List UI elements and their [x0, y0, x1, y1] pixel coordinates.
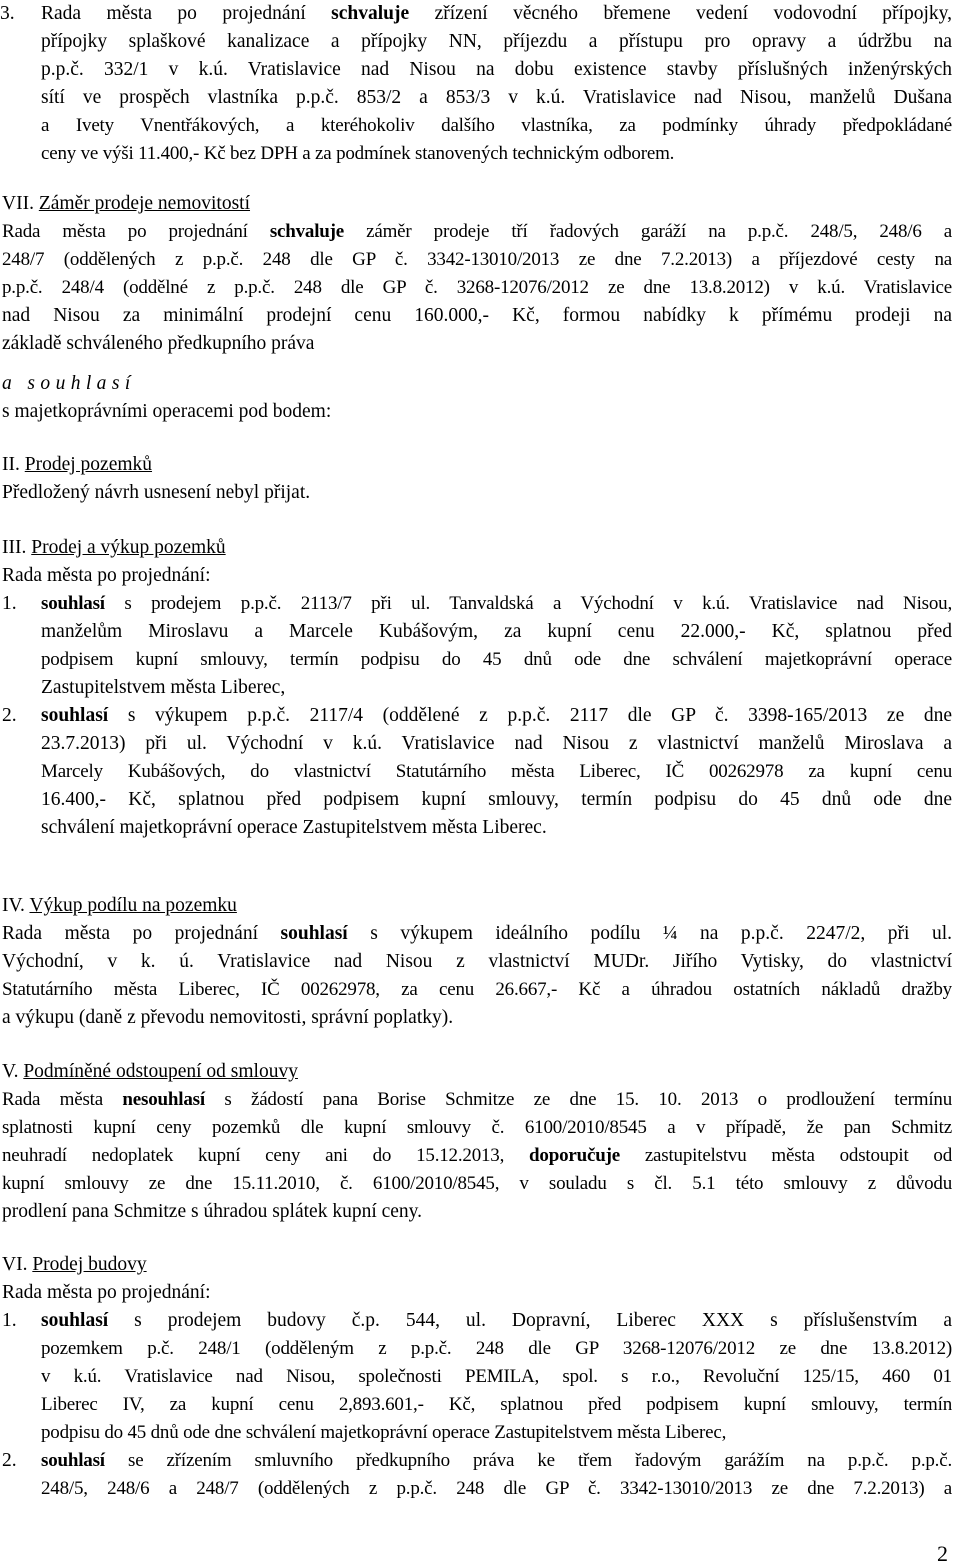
- section-vi-item-1-line-1: souhlasí s prodejem budovy č.p. 544, ul. Dopravní, Liberec XXX s příslušenstvím a: [41, 1310, 952, 1331]
- section-vii-line-4: nad Nisou za minimální prodejní cenu 160.000,- Kč, formou nabídky k přímému prodeji na: [2, 305, 952, 326]
- section-iii-item-1-line-1: souhlasí s prodejem p.p.č. 2113/7 při ul. Tanvaldská a Východní v k.ú. Vratislavice nad Nisou,: [41, 593, 952, 614]
- section-v-line-2: splatnosti kupní ceny pozemků dle kupní smlouvy č. 6100/2010/8545 a v případě, že pan Schmitz: [2, 1117, 952, 1138]
- item-3-line-4: sítí ve prospěch vlastníka p.p.č. 853/2 a 853/3 v k.ú. Vratislavice nad Nisou, manželů Dušana: [41, 87, 952, 108]
- section-iii-item-1-line-3: podpisem kupní smlouvy, termín podpisu do 45 dnů ode dne schválení majetkoprávní operace: [41, 649, 952, 670]
- item-3-line-2: přípojky splaškové kanalizace a přípojky NN, příjezdu a přístupu pro opravy a údržbu na: [41, 31, 952, 52]
- section-ii-heading: II. Prodej pozemků: [2, 454, 153, 475]
- section-vii-line-5: základě schváleného předkupního práva: [2, 333, 315, 354]
- souhlasi-spaced: a souhlasí: [2, 373, 136, 394]
- section-iv-heading: IV. Výkup podílu na pozemku: [2, 895, 237, 916]
- section-vi-item-1-line-5: podpisu do 45 dnů ode dne schválení majetkoprávní operace Zastupitelstvem města Liberec,: [41, 1422, 727, 1443]
- section-iii-item-2-line-3: Marcely Kubášových, do vlastnictví Statutárního města Liberec, IČ 00262978 za kupní cenu: [41, 761, 952, 782]
- section-iii-item-1-line-2: manželům Miroslavu a Marcele Kubášovým, za kupní cenu 22.000,- Kč, splatnou před: [41, 621, 952, 642]
- section-iii-item-1-line-4: Zastupitelstvem města Liberec,: [41, 677, 286, 698]
- section-v-line-5: prodlení pana Schmitze s úhradou splátek kupní ceny.: [2, 1201, 423, 1222]
- section-ii-text: Předložený návrh usnesení nebyl přijat.: [2, 482, 311, 503]
- majetkopravni-intro: s majetkoprávními operacemi pod bodem:: [2, 401, 332, 422]
- section-vi-item-1-line-2: pozemkem p.č. 248/1 (odděleným z p.p.č. 248 dle GP 3268-12076/2012 ze dne 13.8.2012): [41, 1338, 952, 1359]
- section-iii-item-2-line-1: souhlasí s výkupem p.p.č. 2117/4 (oddělené z p.p.č. 2117 dle GP č. 3398-165/2013 ze dne: [41, 705, 952, 726]
- section-v-line-1: Rada města nesouhlasí s žádostí pana Borise Schmitze ze dne 15. 10. 2013 o prodloužení termínu: [2, 1089, 952, 1110]
- section-vii-line-3: p.p.č. 248/4 (oddělné z p.p.č. 248 dle GP č. 3268-12076/2012 ze dne 13.8.2012) v k.ú. Vratislavice: [2, 277, 952, 298]
- section-v-line-4: kupní smlouvy ze dne 15.11.2010, č. 6100/2010/8545, v souladu s čl. 5.1 této smlouvy z důvodu: [2, 1173, 952, 1194]
- section-iii-item-2-number: 2.: [2, 705, 17, 726]
- section-v-line-3: neuhradí nedoplatek kupní ceny ani do 15.12.2013, doporučuje zastupitelstvu města odstoupit od: [2, 1145, 952, 1166]
- section-vi-intro: Rada města po projednání:: [2, 1282, 211, 1303]
- section-vi-item-2-line-2: 248/5, 248/6 a 248/7 (oddělených z p.p.č. 248 dle GP č. 3342-13010/2013 ze dne 7.2.2013) a: [41, 1478, 952, 1499]
- section-vi-item-2-number: 2.: [2, 1450, 17, 1471]
- section-vi-item-1-line-4: Liberec IV, za kupní cenu 2,893.601,- Kč, splatnou před podpisem kupní smlouvy, termín: [41, 1394, 952, 1415]
- section-iv-line-2: Východní, v k. ú. Vratislavice nad Nisou z vlastnictví MUDr. Jiřího Vytisky, do vlastnictví: [2, 951, 952, 972]
- section-iii-intro: Rada města po projednání:: [2, 565, 211, 586]
- section-iii-item-2-line-2: 23.7.2013) při ul. Východní v k.ú. Vratislavice nad Nisou z vlastnictví manželů Miroslava a: [41, 733, 952, 754]
- section-iv-line-4: a výkupu (daně z převodu nemovitosti, správní poplatky).: [2, 1007, 454, 1028]
- section-iii-heading: III. Prodej a výkup pozemků: [2, 537, 226, 558]
- item-3-line-5: a Ivety Vnentřákových, a kteréhokoliv dalšího vlastníka, za podmínky úhrady předpokládané: [41, 115, 952, 136]
- section-v-heading: V. Podmíněné odstoupení od smlouvy: [2, 1061, 298, 1082]
- item-3-line-6: ceny ve výši 11.400,- Kč bez DPH a za podmínek stanovených technickým odborem.: [41, 143, 675, 164]
- section-vi-heading: VI. Prodej budovy: [2, 1254, 147, 1275]
- section-iii-item-1-number: 1.: [2, 593, 17, 614]
- section-iii-item-2-line-4: 16.400,- Kč, splatnou před podpisem kupní smlouvy, termín podpisu do 45 dnů ode dne: [41, 789, 952, 810]
- section-vi-item-1-number: 1.: [2, 1310, 17, 1331]
- item-3-number: 3.: [0, 3, 15, 24]
- section-vi-item-1-line-3: v k.ú. Vratislavice nad Nisou, společnosti PEMILA, spol. s r.o., Revoluční 125/15, 460 01: [41, 1366, 952, 1387]
- item-3-line-3: p.p.č. 332/1 v k.ú. Vratislavice nad Nisou na dobu existence stavby příslušných inženýrských: [41, 59, 952, 80]
- section-vii-line-1: Rada města po projednání schvaluje záměr prodeje tří řadových garáží na p.p.č. 248/5, 248/6 a: [2, 221, 952, 242]
- page-number: 2: [937, 1541, 948, 1566]
- item-3-line-1: Rada města po projednání schvaluje zřízení věcného břemene vedení vodovodní přípojky,: [41, 3, 952, 24]
- section-vi-item-2-line-1: souhlasí se zřízením smluvního předkupního práva ke třem řadovým garážím na p.p.č. p.p.č.: [41, 1450, 952, 1471]
- section-vii-heading: VII. Záměr prodeje nemovitostí: [2, 193, 251, 214]
- section-iv-line-3: Statutárního města Liberec, IČ 00262978, za cenu 26.667,- Kč a úhradou ostatních nákladů dražby: [2, 979, 952, 1000]
- section-iii-item-2-line-5: schválení majetkoprávní operace Zastupitelstvem města Liberec.: [41, 817, 547, 838]
- section-vii-line-2: 248/7 (oddělených z p.p.č. 248 dle GP č. 3342-13010/2013 ze dne 7.2.2013) a příjezdové cesty na: [2, 249, 952, 270]
- section-iv-line-1: Rada města po projednání souhlasí s výkupem ideálního podílu ¼ na p.p.č. 2247/2, při ul.: [2, 923, 952, 944]
